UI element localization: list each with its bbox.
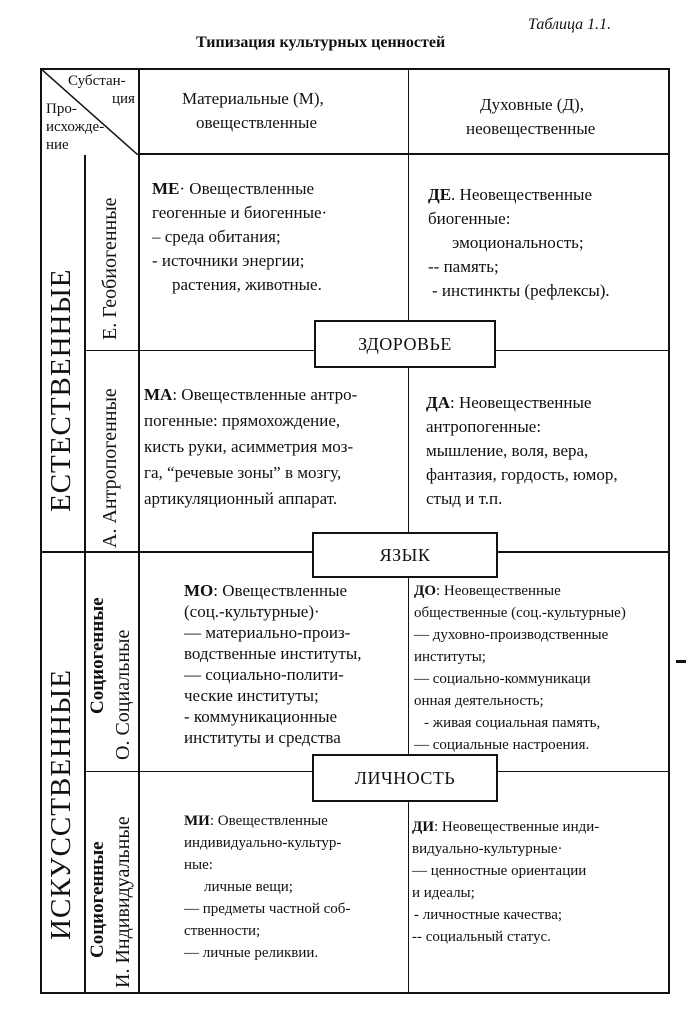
bridge-health: ЗДОРОВЬЕ <box>314 320 496 368</box>
row-label-individual: И. Индивидуальные <box>112 816 134 988</box>
table-number: Таблица 1.1. <box>528 16 612 33</box>
row-label-social: О. Социальные <box>112 629 134 760</box>
row-label-sociogenic-2: Социогенные <box>87 841 108 958</box>
margin-mark <box>676 660 686 663</box>
row-label-anthropogenic: А. Антропогенные <box>99 388 121 548</box>
page-title: Типизация культурных ценностей <box>196 34 446 51</box>
row-label-artificial: ИСКУССТВЕННЫЕ <box>45 669 77 940</box>
row-label-natural: ЕСТЕСТВЕННЫЕ <box>45 268 77 512</box>
row-label-sociogenic: Социогенные <box>87 597 108 714</box>
bridge-personality: ЛИЧНОСТЬ <box>312 754 498 802</box>
bridge-language: ЯЗЫК <box>312 532 498 578</box>
row-label-geogenic: Е. Геобиогенные <box>99 197 121 340</box>
